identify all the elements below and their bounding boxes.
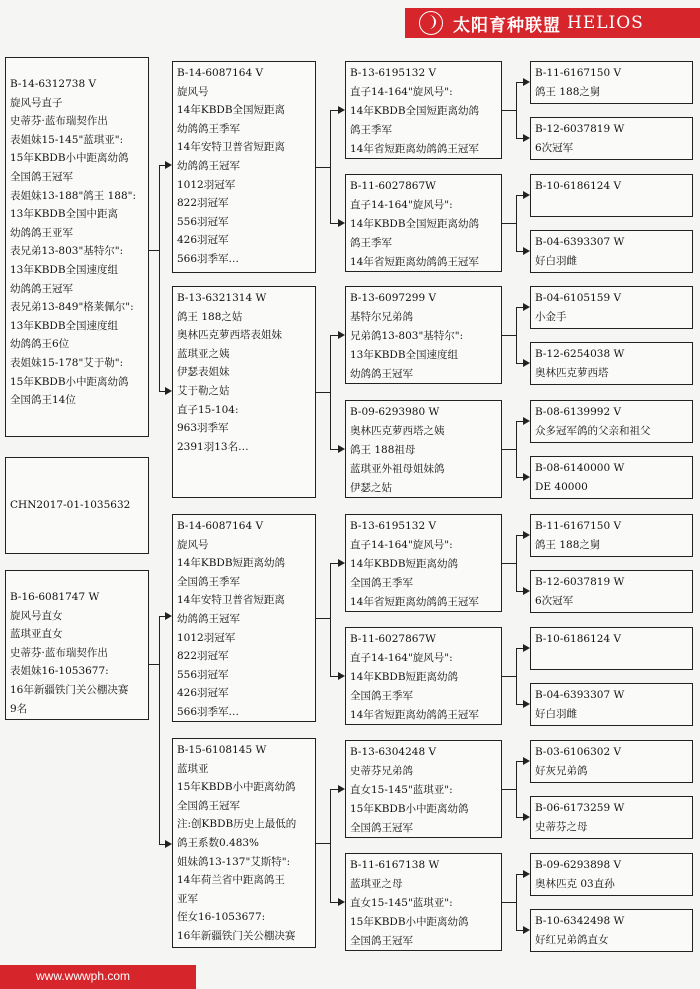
connector-line <box>516 761 523 762</box>
pedigree-line: B-11-6167150 V <box>535 520 622 532</box>
pedigree-line: 鸽王 188之姑 <box>177 310 243 323</box>
connector-arrow-icon <box>523 303 530 311</box>
connector-arrow-icon <box>523 359 530 367</box>
pedigree-line: 全国鸽王冠军 <box>10 170 73 183</box>
brand-en: HELIOS <box>567 13 644 33</box>
connector-line <box>159 165 160 391</box>
pedigree-line: B-08-6139992 V <box>535 406 622 418</box>
gen4-box <box>530 174 693 217</box>
connector-arrow-icon <box>338 785 345 793</box>
pedigree-line: 幼鸽鸽王亚军 <box>10 226 73 239</box>
connector-line <box>516 761 517 817</box>
pedigree-line: 直子14-164"旋风号": <box>350 651 453 664</box>
pedigree-line: 566羽季军… <box>177 252 240 265</box>
connector-line <box>502 902 516 903</box>
pedigree-line: 旋风号直女 <box>10 609 63 622</box>
footer-bar <box>0 965 196 989</box>
pedigree-line: B-13-6195132 V <box>350 67 437 79</box>
connector-line <box>316 392 330 393</box>
pedigree-line: 史蒂芬·蓝布瑞契作出 <box>10 646 108 659</box>
connector-line <box>330 563 331 676</box>
pedigree-line: B-13-6195132 V <box>350 520 437 532</box>
pedigree-line: B-11-6027867W <box>350 180 436 192</box>
pedigree-line: DE 40000 <box>535 480 588 493</box>
connector-arrow-icon <box>165 840 172 848</box>
connector-line <box>316 618 330 619</box>
connector-arrow-icon <box>165 612 172 620</box>
connector-arrow-icon <box>523 644 530 652</box>
connector-line <box>159 616 160 844</box>
pedigree-line: 幼鸽鸽王冠军 <box>350 367 413 380</box>
connector-arrow-icon <box>338 672 345 680</box>
pedigree-line: 14年省短距离幼鸽鸽王冠军 <box>350 255 479 268</box>
connector-line <box>516 704 523 705</box>
connector-arrow-icon <box>523 531 530 539</box>
pedigree-line: B-12-6037819 W <box>535 576 625 588</box>
connector-line <box>516 421 517 477</box>
connector-arrow-icon <box>523 813 530 821</box>
connector-line <box>516 535 517 591</box>
connector-line <box>502 563 516 564</box>
gen3-box <box>345 61 502 159</box>
pedigree-line: 基特尔兄弟鸽 <box>350 310 413 323</box>
pedigree-line: 直女15-145"蓝琪亚": <box>350 783 453 796</box>
pedigree-line: 15年KBDB小中距离幼鸽 <box>350 802 469 815</box>
connector-line <box>330 676 338 677</box>
pedigree-line: B-04-6393307 W <box>535 236 625 248</box>
pedigree-line: 1012羽冠军 <box>177 631 236 644</box>
pedigree-line: B-09-6293980 W <box>350 406 440 418</box>
pedigree-line: 9名 <box>10 702 28 715</box>
pedigree-line: B-06-6173259 W <box>535 802 625 814</box>
gen3-box <box>345 400 502 498</box>
pedigree-line: 幼鸽鸽王季军 <box>177 122 240 135</box>
gen3-box <box>345 853 502 951</box>
pedigree-line: 2391羽13名… <box>177 440 249 453</box>
pedigree-line: B-10-6186124 V <box>535 180 622 192</box>
connector-line <box>516 874 523 875</box>
pedigree-line: 14年KBDB全国短距离 <box>177 104 286 117</box>
gen4-box <box>530 570 693 613</box>
gen4-box <box>530 342 693 385</box>
pedigree-line: 表姐妹15-178"艾于勒": <box>10 356 124 369</box>
pedigree-line: 556羽冠军 <box>177 215 229 228</box>
pedigree-line: 直子14-164"旋风号": <box>350 85 453 98</box>
gen4-box <box>530 796 693 839</box>
pedigree-line: 伊瑟表姐妹 <box>177 366 230 379</box>
connector-line <box>516 817 523 818</box>
connector-line <box>502 110 516 111</box>
pedigree-line: 14年KBDB短距离幼鸽 <box>350 670 459 683</box>
pedigree-line: B-13-6097299 V <box>350 292 437 304</box>
connector-arrow-icon <box>523 870 530 878</box>
pedigree-line: 全国鸽王冠军 <box>177 799 240 812</box>
pedigree-line: 14年KBDB短距离幼鸽 <box>177 557 286 570</box>
pedigree-line: 蓝琪亚外祖母姐妹鸽 <box>350 462 445 475</box>
connector-arrow-icon <box>165 161 172 169</box>
pedigree-line: 556羽冠军 <box>177 668 229 681</box>
pedigree-line: 14年省短距离幼鸽鸽王冠军 <box>350 708 479 721</box>
pedigree-line: B-09-6293898 V <box>535 859 622 871</box>
pedigree-line: B-12-6037819 W <box>535 123 625 135</box>
pedigree-line: 14年KBDB短距离幼鸽 <box>350 557 459 570</box>
connector-line <box>502 676 516 677</box>
gen3-box <box>345 740 502 838</box>
gen3-box <box>345 286 502 384</box>
connector-line <box>516 477 523 478</box>
pedigree-line: B-04-6393307 W <box>535 689 625 701</box>
pedigree-line: 16年新疆铁门关公棚决赛 <box>10 683 129 696</box>
pedigree-line: 14年荷兰省中距离鸽王 <box>177 874 285 887</box>
connector-line <box>330 563 338 564</box>
pedigree-line: 13年KBDB全国速度组 <box>10 319 119 332</box>
pedigree-line: 姐妹鸽13-137"艾斯特": <box>177 855 291 868</box>
pedigree-line: 鸽王系数0.483% <box>177 836 260 849</box>
connector-line <box>516 591 523 592</box>
pedigree-line: 直子15-104: <box>177 403 239 416</box>
pedigree-line: 众多冠军鸽的父亲和祖父 <box>535 424 651 437</box>
pedigree-line: 14年安特卫普省短距离 <box>177 594 285 607</box>
connector-arrow-icon <box>523 78 530 86</box>
gen4-box <box>530 853 693 896</box>
brand-cn: 太阳育种联盟 <box>453 15 561 36</box>
pedigree-line: B-12-6254038 W <box>535 348 625 360</box>
pedigree-line: 426羽冠军 <box>177 234 229 247</box>
footer-url[interactable]: www.wwwph.com <box>36 969 131 983</box>
pedigree-line: 奥林匹克萝西塔表姐妹 <box>177 329 282 342</box>
pedigree-line: 表兄弟13-803"基特尔": <box>10 245 124 258</box>
connector-line <box>516 138 523 139</box>
connector-line <box>330 789 331 902</box>
connector-arrow-icon <box>523 700 530 708</box>
pedigree-line: B-15-6108145 W <box>177 744 267 756</box>
gen3-box <box>345 174 502 272</box>
connector-line <box>516 930 523 931</box>
pedigree-line: 16年新疆铁门关公棚决赛 <box>177 929 296 942</box>
header-banner <box>405 8 700 38</box>
connector-line <box>516 195 523 196</box>
connector-line <box>516 874 517 930</box>
connector-arrow-icon <box>338 106 345 114</box>
pedigree-line: 鸽王 188之舅 <box>535 538 601 551</box>
connector-arrow-icon <box>338 219 345 227</box>
pedigree-line: 蓝琪亚 <box>177 762 209 775</box>
sire-sire-box <box>172 61 316 273</box>
connector-line <box>330 335 338 336</box>
pedigree-line: 表姐妹15-145"蓝琪亚": <box>10 133 124 146</box>
pedigree-line: 15年KBDB小中距离幼鸽 <box>177 781 296 794</box>
pedigree-line: 小金手 <box>535 310 567 323</box>
gen4-box <box>530 230 693 273</box>
pigeon-ring-box <box>5 457 149 554</box>
pedigree-line: B-16-6081747 W <box>10 591 100 603</box>
pedigree-line: 14年KBDB全国短距离幼鸽 <box>350 104 480 117</box>
pedigree-line: 6次冠军 <box>535 141 574 154</box>
pedigree-line: 963羽季军 <box>177 422 229 435</box>
connector-line <box>330 223 338 224</box>
connector-line <box>502 449 516 450</box>
connector-arrow-icon <box>523 587 530 595</box>
pedigree-line: B-04-6105159 V <box>535 292 622 304</box>
pedigree-line: B-14-6312738 V <box>10 78 97 90</box>
pedigree-line: 兄弟鸽13-803"基特尔": <box>350 329 464 342</box>
pedigree-line: 15年KBDB小中距离幼鸽 <box>10 152 129 165</box>
connector-line <box>516 648 517 704</box>
pedigree-line: B-14-6087164 V <box>177 520 264 532</box>
pedigree-line: 14年省短距离幼鸽鸽王冠军 <box>350 595 479 608</box>
pedigree-line: 822羽冠军 <box>177 197 229 210</box>
connector-arrow-icon <box>523 473 530 481</box>
connector-line <box>502 335 516 336</box>
pedigree-line: 6次冠军 <box>535 594 574 607</box>
pedigree-line: 奥林匹克萝西塔之姨 <box>350 424 445 437</box>
gen4-box <box>530 400 693 443</box>
connector-line <box>516 648 523 649</box>
pedigree-line: 14年安特卫普省短距离 <box>177 141 285 154</box>
pedigree-line: 全国鸽王冠军 <box>350 821 413 834</box>
gen4-box <box>530 456 693 499</box>
connector-line <box>330 449 338 450</box>
pedigree-line: 14年KBDB全国短距离幼鸽 <box>350 217 480 230</box>
connector-line <box>516 535 523 536</box>
pedigree-line: 好红兄弟鸽直女 <box>535 933 609 946</box>
pedigree-line: 全国鸽王14位 <box>10 394 76 407</box>
pedigree-line: 侄女16-1053677: <box>177 911 266 924</box>
connector-arrow-icon <box>523 247 530 255</box>
pedigree-line: 伊瑟之姑 <box>350 481 392 494</box>
pedigree-line: 奥林匹克萝西塔 <box>535 366 609 379</box>
connector-arrow-icon <box>338 331 345 339</box>
connector-arrow-icon <box>523 757 530 765</box>
pedigree-line: 822羽冠军 <box>177 650 229 663</box>
pedigree-line: 13年KBDB全国速度组 <box>10 263 119 276</box>
pedigree-line: 426羽冠军 <box>177 687 229 700</box>
connector-arrow-icon <box>165 387 172 395</box>
connector-arrow-icon <box>338 445 345 453</box>
connector-line <box>502 223 516 224</box>
gen4-box <box>530 514 693 557</box>
connector-line <box>316 167 330 168</box>
pigeon-ring: CHN2017-01-1035632 <box>10 499 131 512</box>
pedigree-line: 好白羽雌 <box>535 707 577 720</box>
connector-line <box>502 789 516 790</box>
pedigree-line: 鸽王季军 <box>350 123 392 136</box>
connector-arrow-icon <box>523 417 530 425</box>
pedigree-line: 15年KBDB小中距离幼鸽 <box>350 915 469 928</box>
gen4-box <box>530 909 693 952</box>
pedigree-line: 直女15-145"蓝琪亚": <box>350 896 453 909</box>
connector-line <box>516 195 517 251</box>
pedigree-line: 艾于勒之姑 <box>177 384 230 397</box>
pedigree-line: B-13-6321314 W <box>177 292 267 304</box>
connector-line <box>516 251 523 252</box>
helios-logo-icon <box>419 11 443 35</box>
dam-sire-box <box>172 514 316 722</box>
pedigree-line: B-03-6106302 V <box>535 746 622 758</box>
pedigree-line: 史蒂芬兄弟鸽 <box>350 764 413 777</box>
pedigree-line: 全国鸽王季军 <box>177 575 240 588</box>
connector-line <box>316 843 330 844</box>
pedigree-line: 直子14-164"旋风号": <box>350 538 453 551</box>
pedigree-line: 幼鸽鸽王冠军 <box>177 159 240 172</box>
pedigree-line: 鸽王 188祖母 <box>350 443 416 456</box>
gen4-box <box>530 117 693 160</box>
pedigree-line: 鸽王 188之舅 <box>535 85 601 98</box>
pedigree-line: B-08-6140000 W <box>535 462 625 474</box>
pedigree-line: 全国鸽王冠军 <box>350 934 413 947</box>
pedigree-line: 注:创KBDB历史上最低的 <box>177 818 297 831</box>
connector-line <box>516 82 517 138</box>
pedigree-line: 鸽王季军 <box>350 236 392 249</box>
pedigree-line: B-14-6087164 V <box>177 67 264 79</box>
connector-arrow-icon <box>338 898 345 906</box>
connector-line <box>516 82 523 83</box>
pedigree-line: 13年KBDB全国速度组 <box>350 348 459 361</box>
gen3-box <box>345 514 502 612</box>
pedigree-line: 直子14-164"旋风号": <box>350 198 453 211</box>
pedigree-line: 566羽季军… <box>177 705 240 718</box>
connector-line <box>330 110 331 223</box>
connector-line <box>330 902 338 903</box>
pedigree-line: 蓝琪亚直女 <box>10 628 63 641</box>
pedigree-line: B-10-6186124 V <box>535 633 622 645</box>
pedigree-line: 旋风号 <box>177 85 209 98</box>
pedigree-line: 蓝琪亚之母 <box>350 877 403 890</box>
pedigree-line: 奥林匹克 03直孙 <box>535 877 615 890</box>
pedigree-line: 亚军 <box>177 892 198 905</box>
pedigree-line: 史蒂芬·蓝布瑞契作出 <box>10 115 108 128</box>
pedigree-line: 好灰兄弟鸽 <box>535 764 588 777</box>
pedigree-line: 全国鸽王季军 <box>350 576 413 589</box>
pedigree-line: 13年KBDB全国中距离 <box>10 208 119 221</box>
connector-line <box>149 664 159 665</box>
connector-arrow-icon <box>523 191 530 199</box>
pedigree-line: 14年省短距离幼鸽鸽王冠军 <box>350 142 479 155</box>
pedigree-line: 幼鸽鸽王6位 <box>10 338 70 351</box>
pedigree-line: B-10-6342498 W <box>535 915 625 927</box>
pedigree-line: 全国鸽王季军 <box>350 689 413 702</box>
pedigree-line: 蓝琪亚之姨 <box>177 347 230 360</box>
pedigree-line: 1012羽冠军 <box>177 178 236 191</box>
pedigree-line: 旋风号直子 <box>10 96 63 109</box>
gen4-box <box>530 740 693 783</box>
connector-line <box>149 250 159 251</box>
pedigree-line: B-11-6027867W <box>350 633 436 645</box>
pedigree-line: 表姐妹16-1053677: <box>10 665 109 678</box>
pedigree-line: 幼鸽鸽王冠军 <box>10 282 73 295</box>
sire-box <box>5 57 149 437</box>
pedigree-line: B-11-6167138 W <box>350 859 440 871</box>
pedigree-line: 15年KBDB小中距离幼鸽 <box>10 375 129 388</box>
pedigree-line: 好白羽雌 <box>535 254 577 267</box>
gen3-box <box>345 627 502 725</box>
gen4-box <box>530 61 693 104</box>
pedigree-line: 表兄弟13-849"格莱佩尔": <box>10 301 134 314</box>
connector-line <box>330 110 338 111</box>
dam-box <box>5 570 149 720</box>
pedigree-line: 史蒂芬之母 <box>535 820 588 833</box>
connector-arrow-icon <box>338 559 345 567</box>
connector-line <box>330 335 331 449</box>
pedigree-line: 幼鸽鸽王冠军 <box>177 612 240 625</box>
pedigree-line: 旋风号 <box>177 538 209 551</box>
pedigree-line: 表姐妹13-188"鸽王 188": <box>10 189 137 202</box>
connector-arrow-icon <box>523 134 530 142</box>
sire-dam-box <box>172 286 316 498</box>
pedigree-line: B-11-6167150 V <box>535 67 622 79</box>
connector-line <box>516 421 523 422</box>
gen4-box <box>530 286 693 329</box>
dam-dam-box <box>172 738 316 948</box>
connector-line <box>516 307 523 308</box>
gen4-box <box>530 627 693 670</box>
pedigree-line: B-13-6304248 V <box>350 746 437 758</box>
gen4-box <box>530 683 693 726</box>
connector-arrow-icon <box>523 926 530 934</box>
connector-line <box>516 363 523 364</box>
connector-line <box>516 307 517 363</box>
connector-line <box>330 789 338 790</box>
